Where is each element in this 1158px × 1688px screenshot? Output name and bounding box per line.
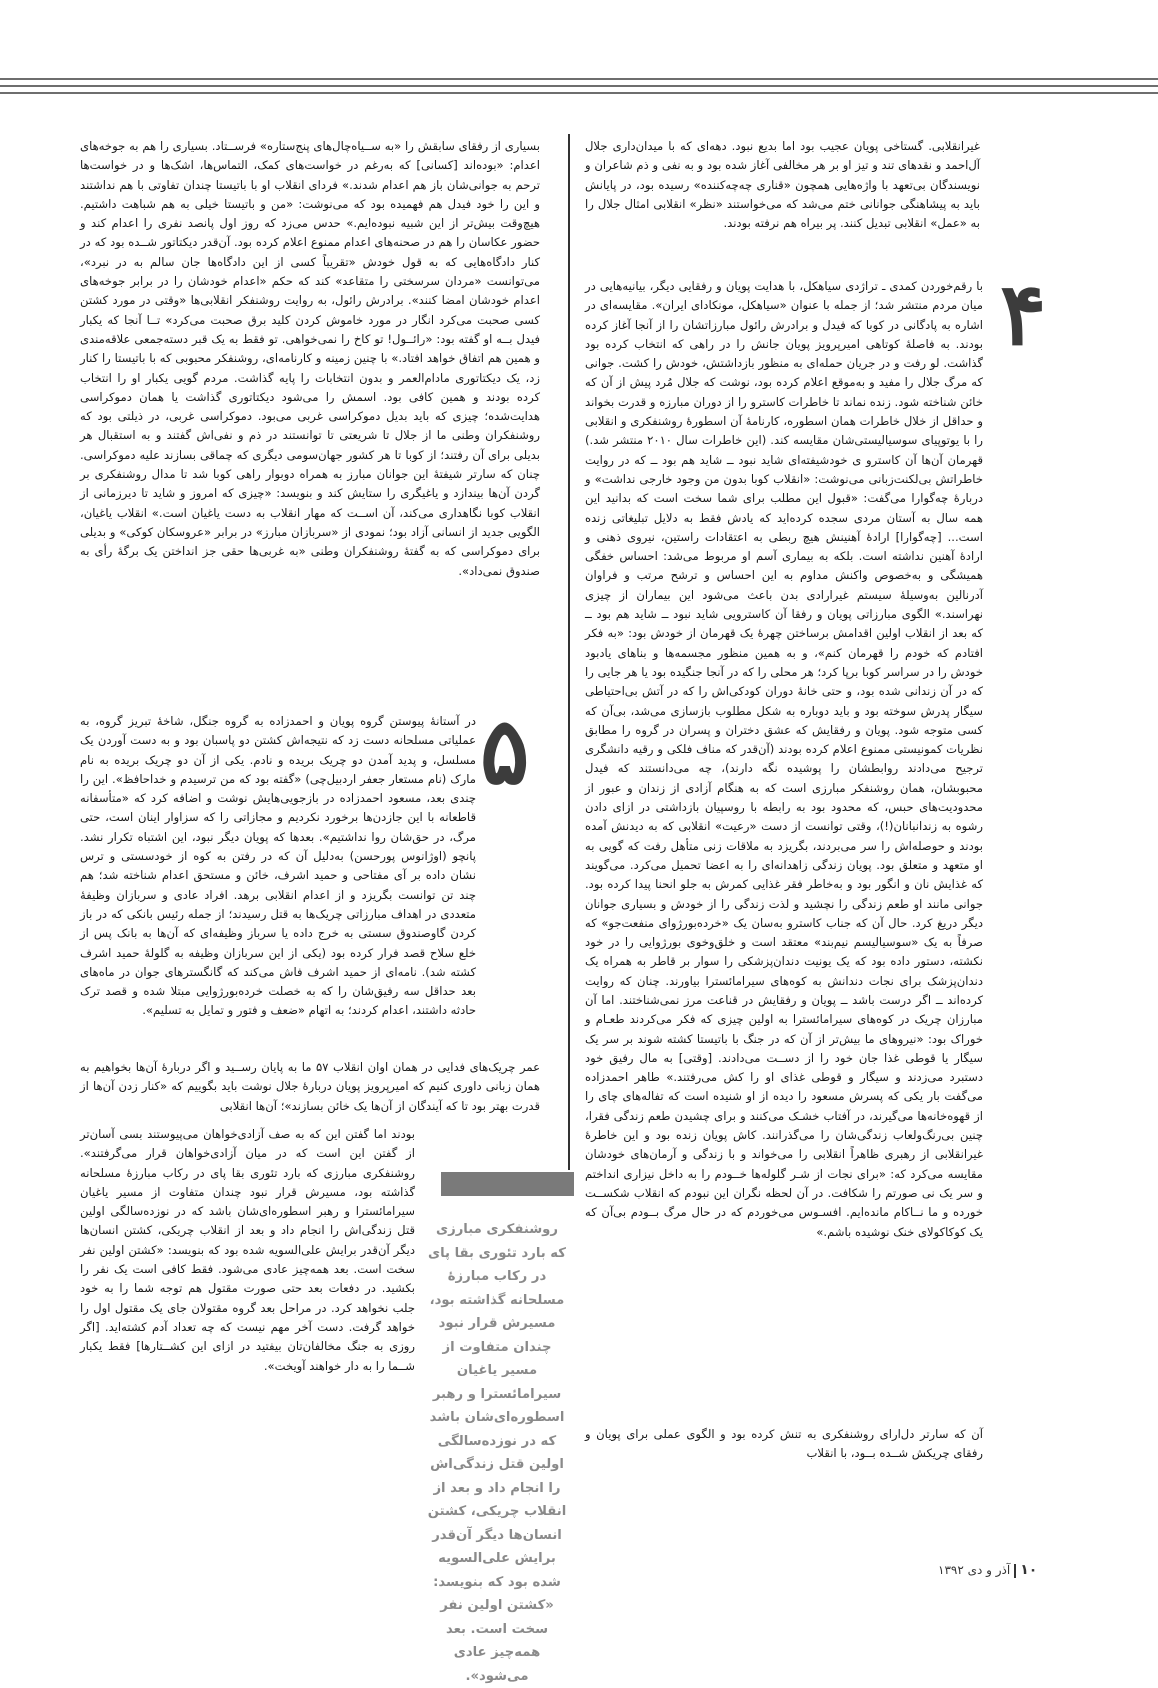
left-top-paragraph: بسیاری از رفقای سابقش را «به ســیاه‌چال‌های پنج‌ستاره» فرســتاد. بسیاری را هم به جوخه‌های اعدام: «بوده‌اند [کسانی] که به‌رغم در خواست‌های کمک، التماس‌ها، اشک‌ها و در خواست‌ها ترحم به جوانی‌شان باز هم اعدام شدند.» فردای انقلاب او با باتیستا چندان تفاوتی با هم نداشتند و این را خود فیدل هم فهمیده بود که می‌نوشت: «من و باتیستا خیلی به هم شباهت داشتیم. هیچ‌وقت بیش‌تر از این شبیه نبوده‌ایم.» حدس می‌زد که روز اول پانصد نفری را اعدام کند و حضور عکاسان را هم در صحنه‌های اعدام ممنوع اعلام کرده بود. آن‌قدر دیکتاتور شــده بود که در کنار دادگاه‌هایی که به قول خودش «تقریباً کسی از این دادگاه‌ها جان سالم به در نبرد»، می‌توانست «مردان سرسختی را متقاعد» کند که حکم «اعدام خودشان را در برابر جوخه‌های اعدام خودشان امضا کنند». برادرش رائول، به روایت روشنفکر انقلابی‌ها «وقتی در مورد کشتن کسی صحبت می‌کرد انگار در مورد خاموش کردن کلید برق صحبت می‌کرد» تــا آنجا که یکبار فیدل بــه او گفته بود: «رائــول! تو کاخ را نمی‌خواهی. تو فقط به یک قبر دسته‌جمعی علاقه‌مندی و همین هم اتفاق خواهد افتاد.» با چنین زمینه و کارنامه‌ای، روشنفکر محبوبی که با باتیستا را کنار زد، یک دیکتاتوری مادام‌العمر و بدون انتخابات را پایه گذاشت. مردم گویی یکبار او را انتخاب کرده بودند و همین کافی بود. اسمش را می‌شود دیکتاتوری گذاشت یا همان دموکراسی هدایت‌شده؛ چیزی که باید بدیل دموکراسی غربی می‌بود. دموکراسی غربی، در ذیلتی بود که روشنفکران وطنی ما از جلال تا شریعتی تا توانستند در ذم و نفی‌اش گفتند و به استقبال هر بدیلی برای آن رفتند؛ از کوبا تا هر کشور جهان‌سومی دیگری که چماقی بسازند علیه دموکراسی. چنان که سارتر شیفتهٔ این جوانان مبارز به همراه دوبوار راهی کوبا شد تا مدال روشنفکری بر گردن آن‌ها بیندازد و یاغیگری را ستایش کند و بنویسد: «چیزی که امروز و شاید تا دیرزمانی از انقلاب کوبا نگاهداری می‌کند، آن اســت که مهار انقلاب به دست یاغیان است.» انقلاب یاغیان، الگویی جدید از انسانی آزاد بود؛ نمودی از «سربازان مبارز» در برابر «عروسکان کوکی» و بدیلی برای دموکراسی که به گفتهٔ روشنفکران وطنی «به غربی‌ها حقی جز انداختن یک برگهٔ رأی به صندوق نمی‌داد». [80, 139, 540, 578]
right-intro-paragraph: غیرانقلابی. گستاخی پویان عجیب بود اما بدیع نبود. دهه‌ای که با میدان‌داری جلال آل‌احمد و نقدهای تند و تیز او بر هر مخالفی آغاز شده بود و به نفی و ذم شاعران و نویسندگان بی‌تعهد با واژه‌هایی همچون «قناری چه‌چه‌کننده» رسیده بود، در پایانش باید به پیشاهنگی جوانانی ختم می‌شد که می‌خواستند «نظر» انقلابی امثال جلال را به «عمل» انقلابی تبدیل کنند. پر بیراه هم نرفته بودند. [585, 139, 980, 231]
page-footer [938, 1562, 1037, 1578]
issue-date: آذر و دی ۱۳۹۲ [938, 1563, 1011, 1577]
pull-quote: روشنفکری مبارزی که بارد تئوری بقا پای در رکاب مبارزهٔ مسلحانه گذاشته بود، مسیرش قرار نبود چندان متفاوت از مسیر یاغیان سیرامائسترا و رهبر اسطوره‌ای‌شان باشد که در نوزده‌سالگی اولین قتل زندگی‌اش را انجام داد و بعد از انقلاب چریکی، کشتن انسان‌ها دیگر آن‌قدر برایش علی‌السویه شده بود که بنویسد: «کشتن اولین نفر سخت است. بعد همه‌چیز عادی می‌شود». [427, 1222, 567, 1684]
section-4-body: با رقم‌خوردن کمدی ـ تراژدی سیاهکل، با هدایت پویان و رفقایی دیگر، بیانیه‌هایی در میان مردم منتشر شد؛ از جمله با عنوان «سیاهکل، مونکادای ایران». مقایسه‌ای در اشاره به پادگانی در کوبا که فیدل و برادرش رائول مبارزاتشان را از آنجا آغاز کرده بودند. به فاصلهٔ کوتاهی امیرپرویز پویان جانش را در راهی که انتخاب کرده بود گذاشت. لو رفت و در جریان حمله‌ای به منظور بازداشتش، خودش را کشت. جوانی که مرگ جلال را مفید و به‌موقع اعلام کرده بود، نوشت که جلال مُرد پیش از آن که خائن شناخته شود. زنده نماند تا خاطرات کاسترو را از دوران مبارزه و قدرت بخواند و حداقل از خلال خاطرات همان اسطوره، کارنامهٔ آن اسطورهٔ روشنفکری و انقلابی را با یوتوپیای سوسیالیستی‌شان مقایسه کند. (این خاطرات سال ۲۰۱۰ منتشر شد.) قهرمان آن‌ها آن کاسترو ی خودشیفته‌ای شاید نبود ــ شاید هم بود ــ که در روایت خاطراتش بی‌لکنت‌زبانی می‌نوشت: «انقلاب کوبا بدون من وجود خارجی نداشت» و دربارهٔ چه‌گوارا می‌گفت: «قبول این مطلب برای شما سخت است که بدانید این همه سال به آستان مردی سجده کرده‌اید که یادش فقط به دلایل تبلیغاتی زنده است... [چه‌گوارا] ارادهٔ آهنینش هیچ ربطی به اعتقادات راستین، نیروی ذهنی و ارادهٔ آهنین نداشته است. بلکه به بیماری آسم او مربوط می‌شد: احساس خفگی همیشگی و به‌خصوص واکنش مداوم به این احساس و ترشح مرتب و فراوان آدرنالین به‌وسیلهٔ سیستم غیرارادی بدن باعث می‌شود این بیماران از چیزی نهراسند.» الگوی مبارزاتی پویان و رفقا آن کاسترویی شاید نبود ــ شاید هم بود ــ که بعد از انقلاب اولین اقدامش برساختن چهرهٔ یک قهرمان از خودش بود: «به فکر افتادم که خودم را قهرمان کنم»، و به همین منظور مجسمه‌ها و بناهای یادبود خودش را در سراسر کوبا برپا کرد؛ هر محلی را که در آنجا جنگیده بود یا هر جایی را که در آن زندانی شده بود، و حتی خانهٔ دوران کودکی‌اش را که در آتش بی‌احتیاطی سیگار پدرش سوخته بود و باید دوباره به شکل مطلوب بازسازی می‌شد، بی‌آن که کسی متوجه شود. پویان و رفقایش که عشق دختران و پسران در گروه را مطابق نظریات کمونیستی ممنوع اعلام کرده بودند (آن‌قدر که مناف فلکی و رقیه دانشگری ترجیح می‌دادند روابطشان را پوشیده نگه دارند)، چه می‌دانستند که فیدل محبوبشان، همان روشنفکر مبارزی است که به هنگام آزادی از زندان و عبور از محدودیت‌های حبس، که محدود بود به رابطه با روسپیان بازداشتی در ازای دادن رشوه به زندانبانان(!)، وقتی توانست از دست «رعیت» انقلابی که به دیدنش آمده بودند و حوصله‌اش را سر می‌بردند، بگریزد به ملاقات زنی متأهل رفت که گویی به او متعهد و متعلق بود. پویان زندگی زاهدانه‌ای را به اعضا تحمیل می‌کرد. می‌گویند که غذایش نان و انگور بود و به‌خاطر فقر غذایی کمرش به جلو انحنا پیدا کرده بود. جوانی مانند او طعم زندگی را نچشید و لذت زندگی را از خودش و بسیاری جوانان دیگر دریغ کرد. حال آن که جناب کاسترو به‌سان یک «خرده‌بورژوای منفعت‌جو» که صرفاً به یک «سوسیالیسم نیم‌بند» معتقد است و خلق‌وخوی بورژوایی را در خود نکشته، دستور داده بود که یک یونیت دندان‌پزشکی را سوار بر قاطر به همراه یک دندان‌پزشک برای نجات دندانش به کوه‌های سیرامائسترا بیاورند. چنان که روایت کرده‌اند ــ اگر درست باشد ــ پویان و رفقایش در قناعت مرز نمی‌شناختند. اما آن مبارزان چریک در کوه‌های سیرامائسترا به اولین چیزی که فکر می‌کردند طعـام و خوراک بود: «نیروهای ما بیش‌تر از آن که در جنگ با باتیستا کشته شوند بر سر یک سیگار یا قوطی غذا جان خود را از دســت می‌دادند. [وقتی] به مال رفیق خود دستبرد می‌زدند و سیگار و قوطی غذای او را کش می‌رفتند.» طاهر احمدزاده می‌گفت بار یکی که پسرش مسعود را دیده از او شنیده است که تفاله‌های چای را از قهوه‌خانه‌ها می‌گیرند، در آفتاب خشـک می‌کنند و برای چشیدن طعم زندگی فقرا، چنین بی‌رنگ‌ولعاب زندگی‌شان را می‌گذرانند. کاش پویان زنده بود و این خاطرهٔ غیرانقلابی از رهبری ظاهراً انقلابی را می‌خواند و با زندگی و آرمان‌های خودشان مقایسه می‌کرد که: «برای نجات از شـر گلوله‌ها خــودم را به داخل نیزاری انداختم و سر یک نی صورتم را شکافت. در آن لحظه نگران این نبودم که انقلاب شکســت خورده و ما نــاکام مانده‌ایم. افسـوس می‌خوردم که در حال مرگ بــودم بی‌آن که یک کوکاکولای خنک نوشیده باشم.» [585, 279, 983, 1239]
header-rules [0, 78, 1158, 100]
pull-quote-bar [441, 1172, 574, 1196]
section-number-4: ۴ [1000, 264, 1047, 365]
footer-separator [1014, 1564, 1016, 1578]
left-lower-paragraph: عمر چریک‌های فدایی در همان اوان انقلاب ۵۷ ما به پایان رســید و اگر دربارهٔ آن‌ها بخواهیم به همان زبانی داوری کنیم که امیرپرویز پویان دربارهٔ جلال نوشت باید بگوییم که «کنار زدن آن‌ها از قدرت بهتر بود تا که آیندگان از آن‌ها یک خائن بسازند»؛ آن‌ها انقلابی [80, 1060, 540, 1113]
column-divider [568, 134, 570, 1170]
section-number-5: ۵ [480, 697, 530, 805]
section-5-body: در آستانهٔ پیوستن گروه پویان و احمدزاده به گروه جنگل، شاخهٔ تبریز گروه، به عملیاتی مسلحانه دست زد که نتیجه‌اش کشتن دو پاسبان بود و به دست آوردن یک مسلسل، و پدید آمدن دو چریک بریده و نادم. یکی از آن دو چریک بریده به نام مارک (نام مستعار جعفر اردبیل‌چی) «گفته بود که من ترسیدم و خداحافظ». این را چندی بعد، مسعود احمدزاده در بازجویی‌هایش نوشت و اضافه کرد که «متأسفانه قاطعانه با این جازدن‌ها برخورد نکردیم و مجازاتی را که سزاوار اینان است، حتی مرگ، در حق‌شان روا نداشتیم». بعدها که پویان دیگر نبود، این اشتباه تکرار نشد. پانچو (اوژانوس پورحسن) به‌دلیل آن که در رفتن به کوه از خودسستی و ترس نشان داده بر آی مفتاحی و حمید اشرف، خائن و مستحق اعدام شناخته شد؛ هم چند تن توانست بگریزد و از اعدام انقلابی برهد. افراد عادی و سربازان وظیفهٔ متعددی در اهداف مبارزاتی چریک‌ها به قتل رسیدند؛ از جمله رئیس بانکی که در باز کردن گاوصندوق سستی به خرج داده یا سرباز وظیفه‌ای که آن‌ها به بانک پس از خلع سلاح قصد فرار کرده بود (یکی از این سربازان وظیفه به گلولهٔ حمید اشرف کشته شد). نامه‌ای از حمید اشرف فاش می‌کند که گانگسترهای جوان در ماه‌های بعد حداقل سه رفیق‌شان را که به خصلت خرده‌بورژوایی مبتلا شده و قصد ترک حادثه داشتند، اعدام کردند؛ به اتهام «ضعف و فتور و تمایل به تسلیم». [80, 714, 476, 1018]
page-number: ۱۰ [1020, 1562, 1038, 1578]
left-narrow-paragraph: بودند اما گفتن این که به صف آزادی‌خواهان می‌پیوستند بسی آسان‌تر از گفتن این است که در میان آزادی‌خواهان قرار می‌گرفتند». روشنفکری مبارزی که بارد تئوری بقا پای در رکاب مبارزهٔ مسلحانه گذاشته بود، مسیرش قرار نبود چندان متفاوت از مسیر یاغیان سیرامائسترا و رهبر اسطوره‌ای‌شان باشد که در نوزده‌سالگی اولین قتل زندگی‌اش را انجام داد و بعد از انقلاب چریکی، کشتن انسان‌ها دیگر آن‌قدر برایش علی‌السویه شده بود که بنویسد: «کشتن اولین نفر سخت است. بعد همه‌چیز عادی می‌شود. فقط کافی است یک نفر را بکشید. در دفعات بعد حتی صورت مقتول هم توجه شما را به خود جلب نخواهد کرد. در مراحل بعد گروه مقتولان جای یک مقتول اول را خواهد گرفت. دست آخر مهم نیست که چه تعداد آدم کشته‌اید. [اگر روزی به جنگ مخالفان‌تان بیفتید در ازای این کشــتارها] فقط یکبار شــما را به دار خواهند آویخت». [80, 1127, 415, 1373]
right-closing-paragraph: آن که سارتر دل‌ارای روشنفکری به تنش کرده بود و الگوی عملی برای پویان و رفقای چریکش شــده بــود، با انقلاب [585, 1427, 983, 1461]
